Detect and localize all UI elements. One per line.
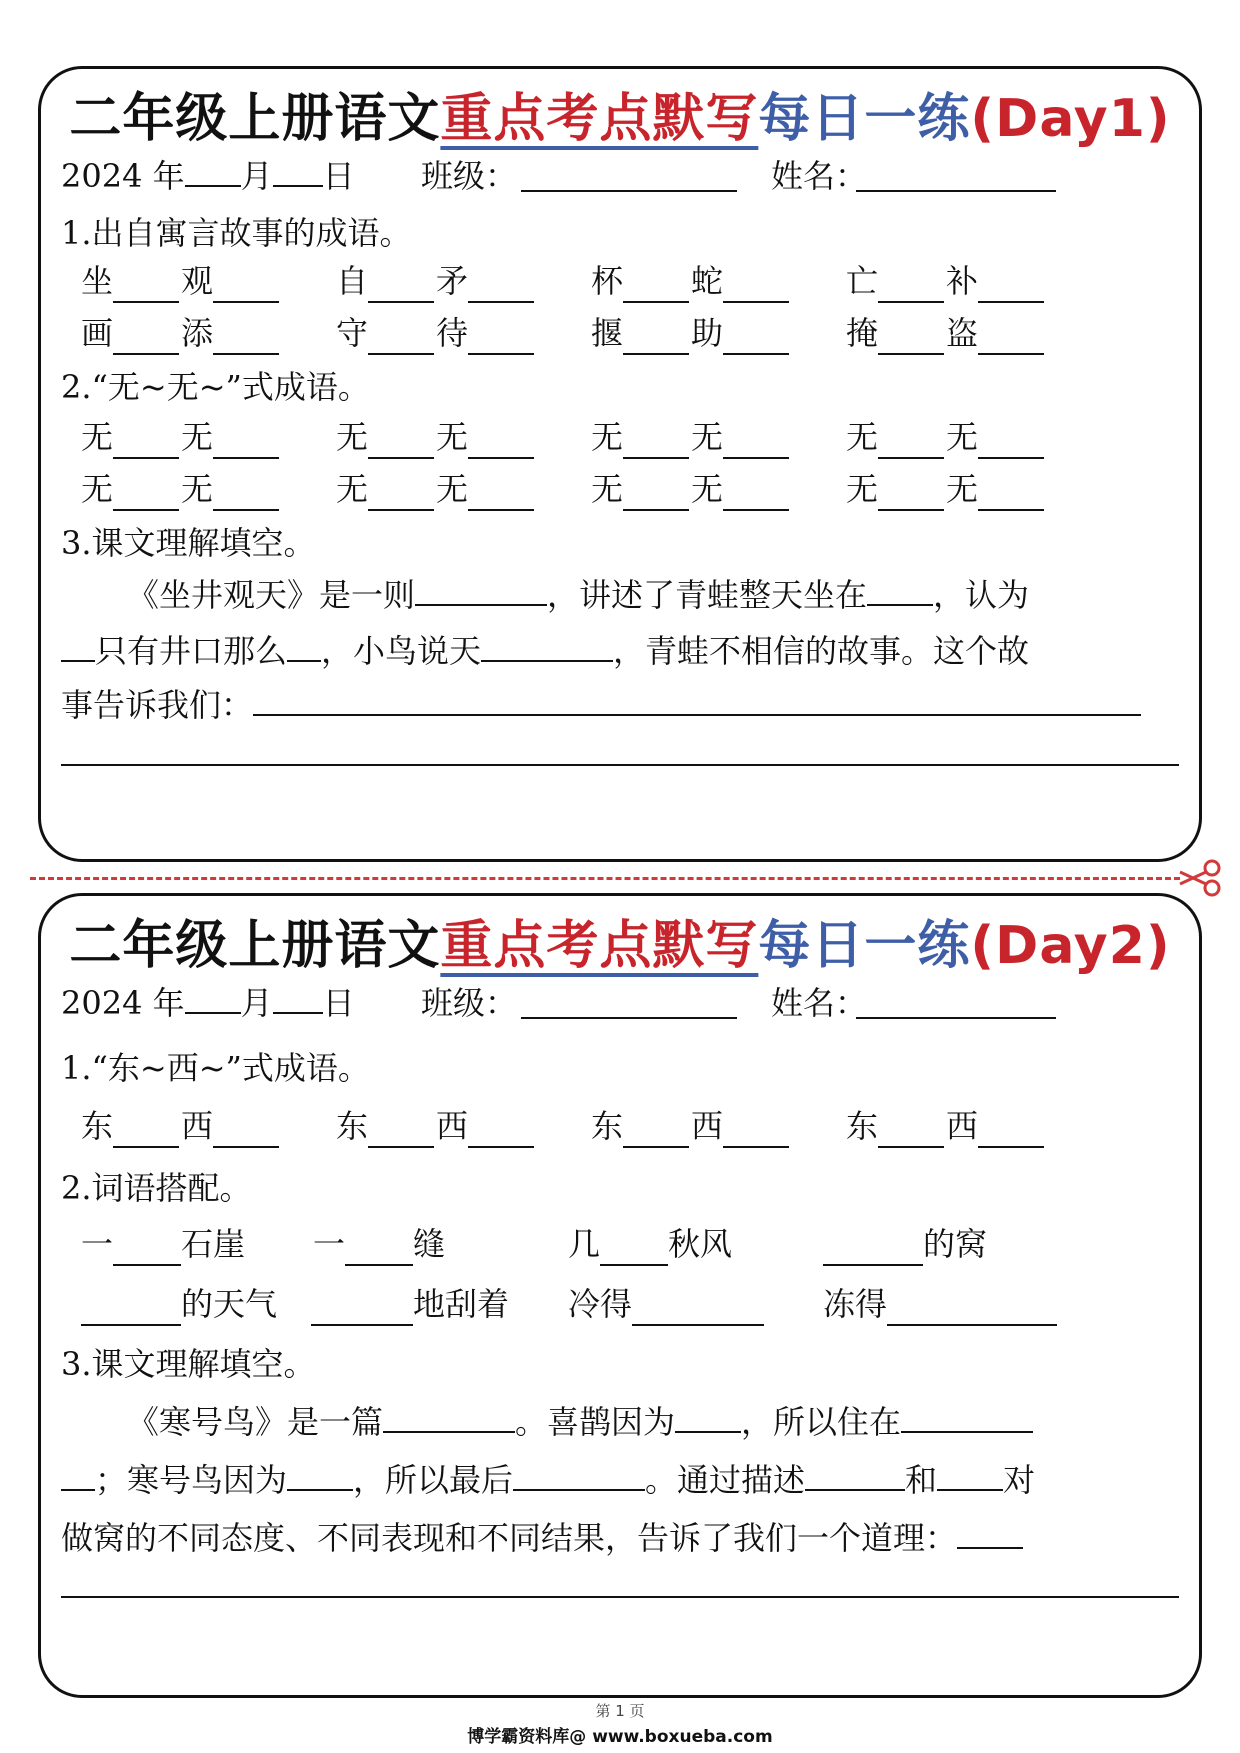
page-number: 第 1 页 xyxy=(595,1702,645,1720)
idiom-character: 无 xyxy=(181,470,214,508)
idiom-character: 无 xyxy=(81,470,114,508)
question-2-heading: 2.“无~无~”式成语。 xyxy=(61,368,370,406)
fill-blank[interactable] xyxy=(113,271,179,303)
fill-blank[interactable] xyxy=(887,1294,1057,1326)
idiom-character: 无 xyxy=(946,470,979,508)
idiom-character: 无 xyxy=(946,418,979,456)
fill-blank[interactable] xyxy=(978,1116,1044,1148)
fill-blank[interactable] xyxy=(978,271,1044,303)
fill-blank[interactable] xyxy=(113,1234,181,1266)
fill-blank[interactable] xyxy=(978,323,1044,355)
idiom-character: 守 xyxy=(336,314,369,352)
fill-blank[interactable] xyxy=(867,574,933,606)
idiom-character: 亡 xyxy=(846,262,879,300)
idiom-character: 无 xyxy=(591,470,624,508)
fill-blank[interactable] xyxy=(468,271,534,303)
worksheet-day1 xyxy=(38,66,1202,862)
question-1-heading: 1.“东~西~”式成语。 xyxy=(61,1049,370,1087)
idiom-character: 补 xyxy=(946,262,979,300)
idiom-character: 助 xyxy=(691,314,724,352)
idiom-character: 东 xyxy=(81,1107,114,1145)
fill-blank[interactable] xyxy=(723,1116,789,1148)
fill-blank[interactable] xyxy=(937,1459,1003,1491)
fill-blank[interactable] xyxy=(600,1234,668,1266)
fill-blank[interactable] xyxy=(805,1459,905,1491)
fill-blank[interactable] xyxy=(468,323,534,355)
idiom-character: 画 xyxy=(81,314,114,352)
idiom-character: 无 xyxy=(436,418,469,456)
fill-blank[interactable] xyxy=(623,1116,689,1148)
fill-blank[interactable] xyxy=(823,1234,923,1266)
passage-line: 《寒号鸟》是一篇 。喜鹊因为 ，所以住在 xyxy=(127,1400,1179,1444)
name-blank[interactable] xyxy=(856,987,1056,1019)
idiom-character: 无 xyxy=(181,418,214,456)
footer-watermark: 博学霸资料库@ www.boxueba.com xyxy=(467,1727,773,1747)
question-2-heading: 2.词语搭配。 xyxy=(61,1169,252,1207)
idiom-character: 揠 xyxy=(591,314,624,352)
fill-blank[interactable] xyxy=(383,1401,515,1433)
fill-blank[interactable] xyxy=(113,427,179,459)
idiom-character: 东 xyxy=(336,1107,369,1145)
idiom-character: 西 xyxy=(436,1107,469,1145)
idiom-character: 东 xyxy=(591,1107,624,1145)
fill-blank[interactable] xyxy=(978,427,1044,459)
idiom-character: 掩 xyxy=(846,314,879,352)
fill-blank[interactable] xyxy=(287,630,321,662)
fill-blank[interactable] xyxy=(113,479,179,511)
passage-line: 只有井口那么 ，小鸟说天 ，青蛙不相信的故事。这个故 xyxy=(61,629,1179,673)
idiom-character: 无 xyxy=(436,470,469,508)
class-blank[interactable] xyxy=(521,987,737,1019)
passage-line: ；寒号鸟因为 ，所以最后 。通过描述 和 对 xyxy=(61,1458,1179,1502)
question-3-heading: 3.课文理解填空。 xyxy=(61,1345,316,1383)
fill-blank[interactable] xyxy=(368,479,434,511)
idiom-character: 东 xyxy=(846,1107,879,1145)
fill-blank[interactable] xyxy=(468,479,534,511)
fill-blank[interactable] xyxy=(415,574,547,606)
fill-blank[interactable] xyxy=(213,323,279,355)
idiom-character: 蛇 xyxy=(691,262,724,300)
cut-line xyxy=(30,877,1180,880)
name-blank[interactable] xyxy=(856,160,1056,192)
fill-blank[interactable] xyxy=(368,323,434,355)
fill-blank[interactable] xyxy=(345,1234,413,1266)
fill-blank[interactable] xyxy=(878,479,944,511)
idiom-character: 无 xyxy=(591,418,624,456)
answer-line[interactable] xyxy=(253,684,1141,716)
idiom-character: 无 xyxy=(846,418,879,456)
idiom-character: 西 xyxy=(691,1107,724,1145)
answer-line[interactable] xyxy=(61,1596,1179,1598)
idiom-character: 观 xyxy=(181,262,214,300)
scissors-icon xyxy=(1176,858,1224,898)
fill-blank[interactable] xyxy=(468,1116,534,1148)
fill-blank[interactable] xyxy=(213,271,279,303)
idiom-character: 无 xyxy=(846,470,879,508)
fill-blank[interactable] xyxy=(957,1517,1023,1549)
idiom-character: 添 xyxy=(181,314,214,352)
fill-blank[interactable] xyxy=(978,479,1044,511)
answer-line[interactable] xyxy=(61,764,1179,766)
idiom-character: 杯 xyxy=(591,262,624,300)
idiom-character: 无 xyxy=(336,418,369,456)
question-1-heading: 1.出自寓言故事的成语。 xyxy=(61,214,412,252)
fill-blank[interactable] xyxy=(675,1401,741,1433)
idiom-character: 自 xyxy=(336,262,369,300)
idiom-character: 无 xyxy=(691,470,724,508)
passage-line: 做窝的不同态度、不同表现和不同结果，告诉了我们一个道理： xyxy=(61,1516,1179,1560)
idiom-character: 坐 xyxy=(81,262,114,300)
fill-blank[interactable] xyxy=(623,271,689,303)
fill-blank[interactable] xyxy=(623,427,689,459)
idiom-character: 西 xyxy=(946,1107,979,1145)
fill-blank[interactable] xyxy=(513,1459,645,1491)
idiom-character: 矛 xyxy=(436,262,469,300)
fill-blank[interactable] xyxy=(723,427,789,459)
fill-blank[interactable] xyxy=(113,323,179,355)
fill-blank[interactable] xyxy=(81,1294,181,1326)
idiom-character: 无 xyxy=(336,470,369,508)
info-row: 2024 年 月 日 班级： 姓名： xyxy=(61,981,1179,1025)
idiom-character: 待 xyxy=(436,314,469,352)
fill-blank[interactable] xyxy=(213,1116,279,1148)
fill-blank[interactable] xyxy=(878,1116,944,1148)
worksheet-day2: 二年级上册语文重点考点默写每日一练(Day2) 2024 年 月 日 班级： 姓名： 1.“东~西~”式成语。 东 西 东 西 东 西 东 西 2.词语搭配。 一 石崖 一 缝 几 秋风 的窝 的天气 地刮着 冷得 冻得 3.课文理解填空。 《寒号鸟》是一篇 。喜鹊因为 ，所以住在 ；寒号鸟因为 ，所以最后 。通过描述 和 对 做窝的不同态度、不同表现和不同结果，告诉了我们一个道理： xyxy=(38,893,1202,1698)
fill-blank[interactable] xyxy=(632,1294,764,1326)
fill-blank[interactable] xyxy=(623,323,689,355)
fill-blank[interactable] xyxy=(723,479,789,511)
fill-blank[interactable] xyxy=(113,1116,179,1148)
fill-blank[interactable] xyxy=(368,427,434,459)
fill-blank[interactable] xyxy=(481,630,613,662)
idiom-character: 盗 xyxy=(946,314,979,352)
fill-blank[interactable] xyxy=(623,479,689,511)
fill-blank[interactable] xyxy=(901,1401,1033,1433)
fill-blank[interactable] xyxy=(878,271,944,303)
fill-blank[interactable] xyxy=(368,1116,434,1148)
info-row: 2024 年 月 日 班级： 姓名： xyxy=(61,154,1179,198)
fill-blank[interactable] xyxy=(61,1459,95,1491)
worksheet-title: 二年级上册语文重点考点默写每日一练(Day1) xyxy=(69,89,1171,149)
fill-blank[interactable] xyxy=(723,271,789,303)
fill-blank[interactable] xyxy=(311,1294,413,1326)
month-blank[interactable] xyxy=(185,982,241,1014)
fill-blank[interactable] xyxy=(61,630,95,662)
day-blank[interactable] xyxy=(273,982,323,1014)
question-3-heading: 3.课文理解填空。 xyxy=(61,524,316,562)
passage-line: 《坐井观天》是一则 ，讲述了青蛙整天坐在 ，认为 xyxy=(127,576,1030,614)
idiom-character: 西 xyxy=(181,1107,214,1145)
fill-blank[interactable] xyxy=(287,1459,353,1491)
idiom-character: 无 xyxy=(691,418,724,456)
fill-blank[interactable] xyxy=(213,479,279,511)
day-blank[interactable] xyxy=(273,155,323,187)
fill-blank[interactable] xyxy=(723,323,789,355)
month-blank[interactable] xyxy=(185,155,241,187)
worksheet-title: 二年级上册语文重点考点默写每日一练(Day2) xyxy=(69,916,1171,976)
passage-line: 事告诉我们： xyxy=(61,683,1179,727)
fill-blank[interactable] xyxy=(368,271,434,303)
fill-blank[interactable] xyxy=(213,427,279,459)
fill-blank[interactable] xyxy=(468,427,534,459)
idiom-character: 无 xyxy=(81,418,114,456)
fill-blank[interactable] xyxy=(878,427,944,459)
fill-blank[interactable] xyxy=(878,323,944,355)
class-blank[interactable] xyxy=(521,160,737,192)
